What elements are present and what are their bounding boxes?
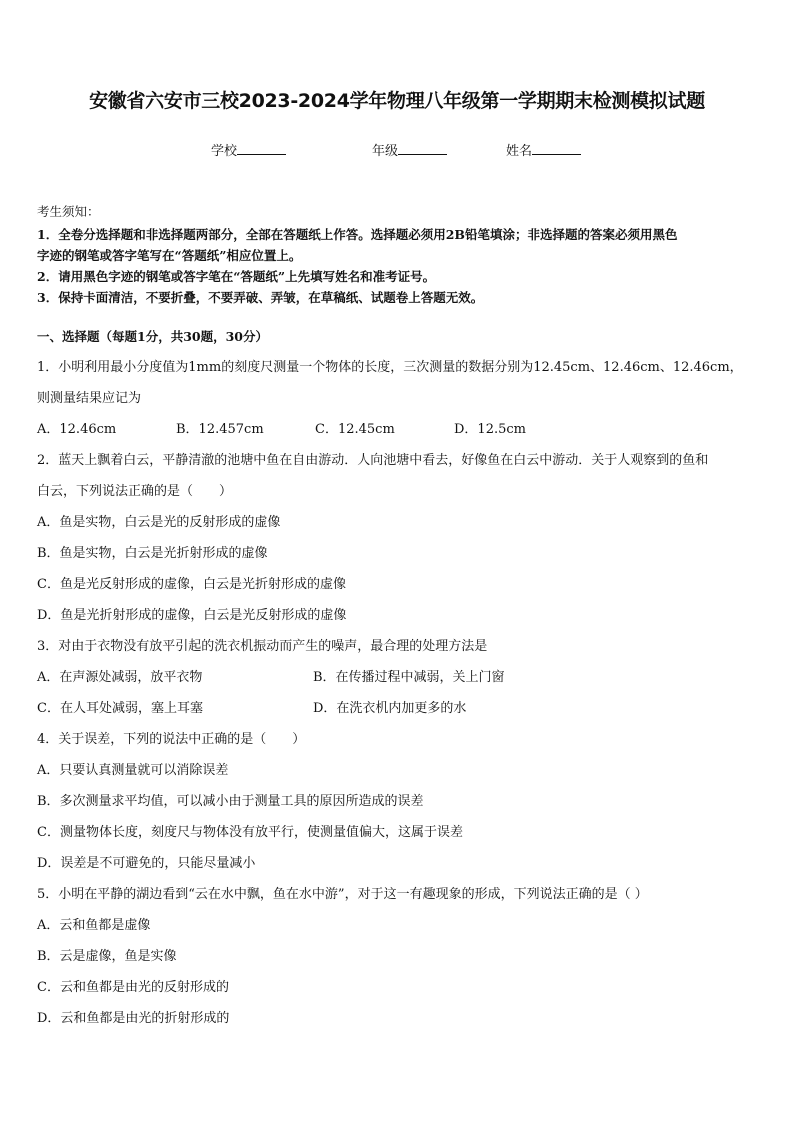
question-stem: 1．小明利用最小分度值为1mm的刻度尺测量一个物体的长度，三次测量的数据分别为12.45cm、12.46cm、12.46cm， (37, 360, 743, 375)
name-label: 姓名 (506, 144, 533, 159)
question-3 (37, 631, 759, 724)
question-stem: 3．对由于衣物没有放平引起的洗衣机振动而产生的噪声，最合理的处理方法是 (37, 639, 488, 654)
option[interactable]: A．云和鱼都是虚像 (37, 918, 151, 933)
option-row (37, 693, 759, 724)
notice-item: 1．全卷分选择题和非选择题两部分，全部在答题纸上作答。选择题必须用2B铅笔填涂；非选择题的答案必须用黑色 (37, 227, 678, 242)
name-blank[interactable] (532, 142, 581, 155)
school-blank[interactable] (237, 142, 286, 155)
option[interactable]: A．鱼是实物，白云是光的反射形成的虚像 (37, 515, 281, 530)
option[interactable]: C．在人耳处减弱，塞上耳塞 (37, 701, 203, 716)
option[interactable]: A．只要认真测量就可以消除误差 (37, 763, 229, 778)
option-row (37, 662, 759, 693)
question-4 (37, 724, 759, 879)
option[interactable]: D．误差是不可避免的，只能尽量减小 (37, 856, 256, 871)
question-stem: 白云，下列说法正确的是（ ） (37, 484, 233, 499)
question-stem: 5．小明在平静的湖边看到“云在水中飘，鱼在水中游”，对于这一有趣现象的形成，下列说法正确的是（ ） (37, 887, 648, 902)
section-title: 一、选择题（每题1分，共30题，30分） (37, 329, 268, 344)
question-2 (37, 445, 759, 631)
page-title: 安徽省六安市三校2023-2024学年物理八年级第一学期期末检测模拟试题 (89, 90, 705, 112)
grade-field (372, 140, 447, 159)
name-field (506, 140, 581, 159)
option[interactable]: B．在传播过程中减弱，关上门窗 (313, 670, 505, 685)
option[interactable]: A．12.46cm (37, 422, 117, 437)
notice-heading: 考生须知： (37, 204, 100, 219)
option[interactable]: C．鱼是光反射形成的虚像，白云是光折射形成的虚像 (37, 577, 346, 592)
option[interactable]: C．测量物体长度，刻度尺与物体没有放平行，使测量值偏大，这属于误差 (37, 825, 463, 840)
question-stem: 4．关于误差，下列的说法中正确的是（ ） (37, 732, 306, 747)
grade-label: 年级 (372, 144, 399, 159)
question-stem: 2．蓝天上飘着白云，平静清澈的池塘中鱼在自由游动．人向池塘中看去，好像鱼在白云中游动．关于人观察到的鱼和 (37, 453, 709, 468)
exam-notice (37, 202, 756, 308)
notice-item: 3．保持卡面清洁，不要折叠，不要弄破、弄皱，在草稿纸、试题卷上答题无效。 (37, 290, 484, 305)
school-field (211, 140, 286, 159)
option[interactable]: D．云和鱼都是由光的折射形成的 (37, 1011, 230, 1026)
option[interactable]: A．在声源处减弱，放平衣物 (37, 670, 203, 685)
school-label: 学校 (211, 144, 238, 159)
option[interactable]: D．在洗衣机内加更多的水 (313, 701, 467, 716)
option[interactable]: D．12.5cm (454, 422, 526, 437)
question-1 (37, 352, 759, 445)
notice-item: 字迹的钢笔或答字笔写在“答题纸”相应位置上。 (37, 248, 302, 263)
question-stem: 则测量结果应记为 (37, 391, 142, 406)
option[interactable]: C．云和鱼都是由光的反射形成的 (37, 980, 229, 995)
option[interactable]: B．鱼是实物，白云是光折射形成的虚像 (37, 546, 268, 561)
question-5 (37, 879, 759, 1034)
question-list (37, 352, 759, 1034)
option[interactable]: D．鱼是光折射形成的虚像，白云是光反射形成的虚像 (37, 608, 347, 623)
notice-item: 2．请用黑色字迹的钢笔或答字笔在“答题纸”上先填写姓名和准考证号。 (37, 269, 436, 284)
option[interactable]: B．云是虚像，鱼是实像 (37, 949, 177, 964)
option[interactable]: B．12.457cm (176, 422, 264, 437)
option-row (37, 414, 759, 445)
option[interactable]: B．多次测量求平均值，可以减小由于测量工具的原因所造成的误差 (37, 794, 424, 809)
option[interactable]: C．12.45cm (315, 422, 395, 437)
grade-blank[interactable] (398, 142, 447, 155)
